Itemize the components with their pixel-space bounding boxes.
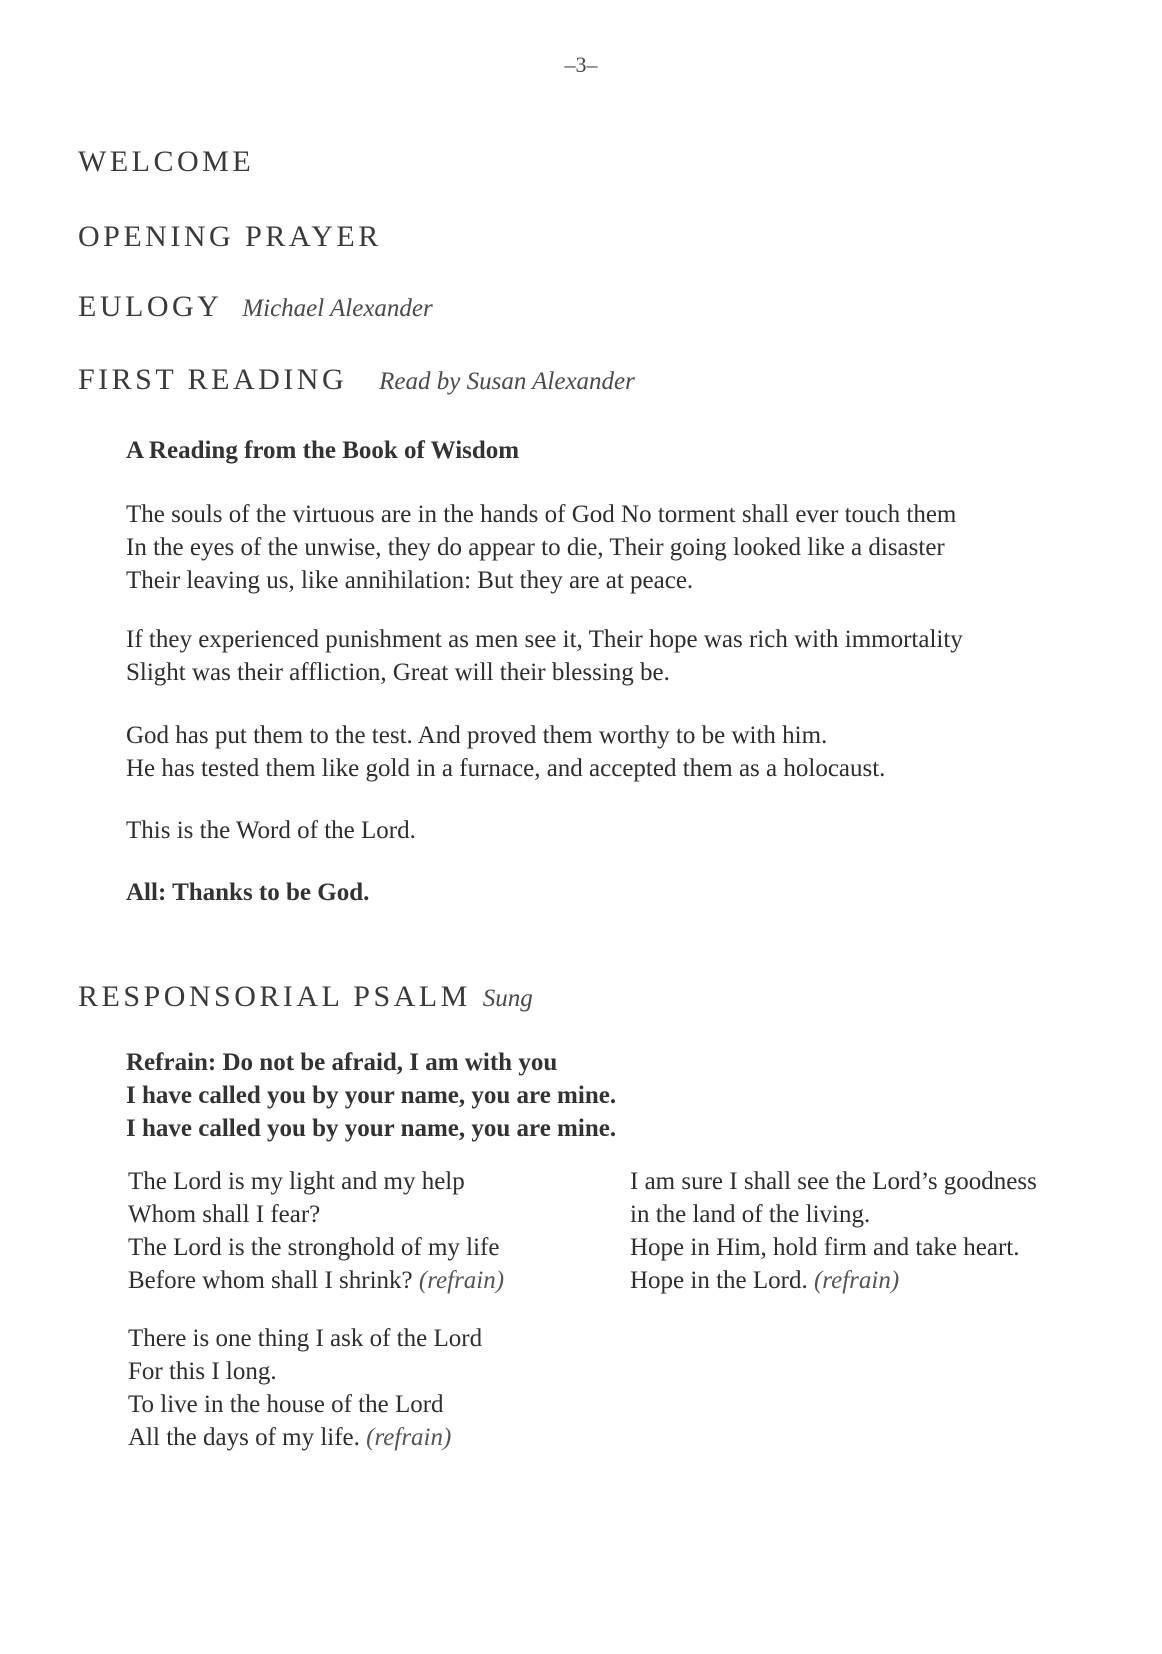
reading-line: Their leaving us, like annihilation: But they are at peace. [126,567,694,594]
stanza-line [630,1264,1037,1297]
refrain-line: Refrain: Do not be afraid, I am with you [126,1049,558,1076]
page-number: –3– [564,52,598,77]
reading-line: God has put them to the test. And proved them worthy to be with him. [126,722,828,749]
refrain-line: I have called you by your name, you are mine. [126,1115,617,1142]
reading-closing: This is the Word of the Lord. [126,817,416,844]
stanza-line: in the land of the living. [630,1201,871,1228]
stanza-line-text: All the days of my life. [128,1424,360,1451]
eulogy-speaker: Michael Alexander [242,295,433,322]
reading-line: Slight was their affliction, Great will their blessing be. [126,659,670,686]
reading-paragraph-1 [126,498,956,597]
stanza-line: The Lord is my light and my help [128,1168,465,1195]
heading-welcome: WELCOME [78,145,255,178]
refrain-mark: (refrain) [366,1424,452,1451]
stanza-line [128,1264,504,1297]
stanza-line: The Lord is the stronghold of my life [128,1234,500,1261]
stanza-line: Whom shall I fear? [128,1201,321,1228]
stanza-line-text: Hope in the Lord. [630,1267,808,1294]
reading-line: In the eyes of the unwise, they do appear to die, Their going looked like a disaster [126,534,945,561]
reading-line: The souls of the virtuous are in the hands of God No torment shall ever touch them [126,501,957,528]
heading-eulogy-title: EULOGY [78,290,223,323]
refrain-mark: (refrain) [418,1267,505,1294]
reading-response: All: Thanks to be God. [126,879,370,906]
first-reading-reader: Read by Susan Alexander [379,368,635,395]
psalm-note: Sung [482,985,533,1012]
heading-first-reading [78,363,635,397]
stanza-line: There is one thing I ask of the Lord [128,1325,483,1352]
heading-psalm [78,980,533,1014]
stanza-line: Hope in Him, hold firm and take heart. [630,1234,1020,1261]
reading-line: He has tested them like gold in a furnace, and accepted them as a holocaust. [126,755,886,782]
stanza-line-text: Before whom shall I shrink? [128,1267,413,1294]
stanza-line [128,1421,482,1454]
reading-line: If they experienced punishment as men see it, Their hope was rich with immortality [126,626,963,653]
heading-psalm-title: RESPONSORIAL PSALM [78,980,471,1013]
psalm-refrain [126,1046,616,1145]
reading-paragraph-2 [126,623,963,689]
psalm-stanza-3 [630,1165,1037,1297]
heading-first-reading-title: FIRST READING [78,363,348,396]
stanza-line: I am sure I shall see the Lord’s goodness [630,1168,1037,1195]
heading-opening-prayer: OPENING PRAYER [78,220,382,253]
refrain-mark: (refrain) [813,1267,900,1294]
psalm-stanza-2 [128,1322,482,1454]
refrain-line: I have called you by your name, you are mine. [126,1082,617,1109]
reading-paragraph-3 [126,719,885,785]
stanza-line: To live in the house of the Lord [128,1391,444,1418]
reading-title: A Reading from the Book of Wisdom [126,437,520,464]
heading-eulogy [78,290,433,324]
stanza-line: For this I long. [128,1358,277,1385]
psalm-stanza-1 [128,1165,504,1297]
